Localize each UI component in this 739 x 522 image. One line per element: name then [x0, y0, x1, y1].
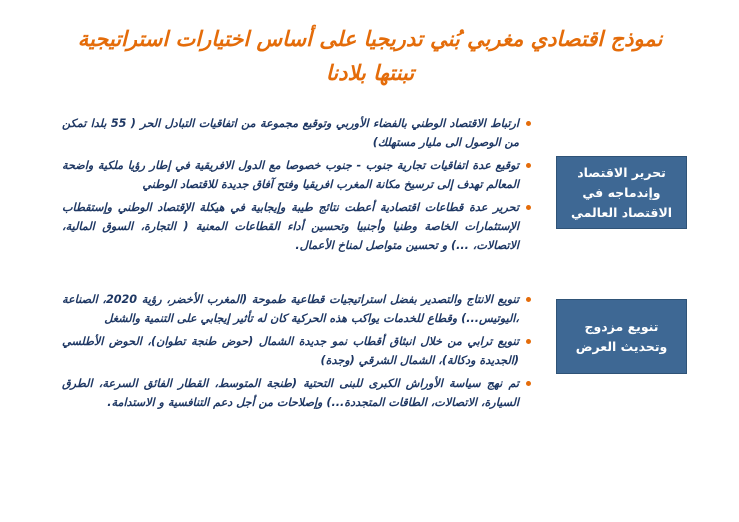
title-line-1: نموذج اقتصادي مغربي بُني تدريجيا على أساس اختيارات استراتيجية: [77, 27, 663, 51]
section-label-text: تنويع مزدوج وتحديث العرض: [575, 318, 668, 354]
bullet-item: توقيع عدة اتفاقيات تجارية جنوب - جنوب خصوصا مع الدول الافريقية في إطار رؤيا ملكية واضحة المعالم تهدف إلى ترسيخ مكانة المغرب افريقيا وفتح آفاق جديدة للاقتصاد الوطني: [62, 156, 532, 194]
bullet-item: تم نهج سياسة الأوراش الكبرى للبنى التحتية (طنجة المتوسط، القطار الفائق السرعة، الطرق السيارة، الاتصالات، الطاقات المتجددة...) وإصلاحات من أجل دعم التنافسية و الاستدامة.: [62, 374, 532, 412]
section-liberalization-bullets: [62, 114, 532, 259]
bullet-item: تنويع الانتاج والتصدير بفضل استراتيجيات قطاعية طموحة (المغرب الأخضر، رؤية 2020، الصناعة ،اليوتيس...) وقطاع للخدمات يواكب هذه الحركية كان له تأثير إيجابي على التنمية والشغل: [62, 290, 532, 328]
section-label-text: تحرير الاقتصاد وإندماجه في الاقتصاد العالمي: [570, 164, 673, 220]
bullet-item: تنويع ترابي من خلال انبثاق أقطاب نمو جديدة الشمال (حوض طنجة تطوان)، الحوض الأطلسي (الجديدة ودكالة)، الشمال الشرقي (وجدة): [62, 332, 532, 370]
section-label-diversification: [556, 299, 687, 374]
bullet-item: ارتباط الاقتصاد الوطني بالفضاء الأوربي وتوقيع مجموعة من اتفاقيات التبادل الحر ( 55 بلدا تمكن من الوصول الى مليار مستهلك): [62, 114, 532, 152]
section-diversification-bullets: [62, 290, 532, 416]
section-label-liberalization: [556, 156, 687, 229]
page-title: [40, 22, 700, 90]
bullet-item: تحرير عدة قطاعات اقتصادية أعطت نتائج طيبة وإيجابية في هيكلة الإقتصاد الوطني وإستقطاب الإستثمارات الخاصة وطنيا وأجنبيا وتحسين أداء القطاعات المعنية ( التجارة، السوق المالية، الاتصالات، ...) و تحسين متواصل لمناخ الأعمال.: [62, 198, 532, 255]
title-line-2: تبنتها بلادنا: [325, 61, 415, 85]
